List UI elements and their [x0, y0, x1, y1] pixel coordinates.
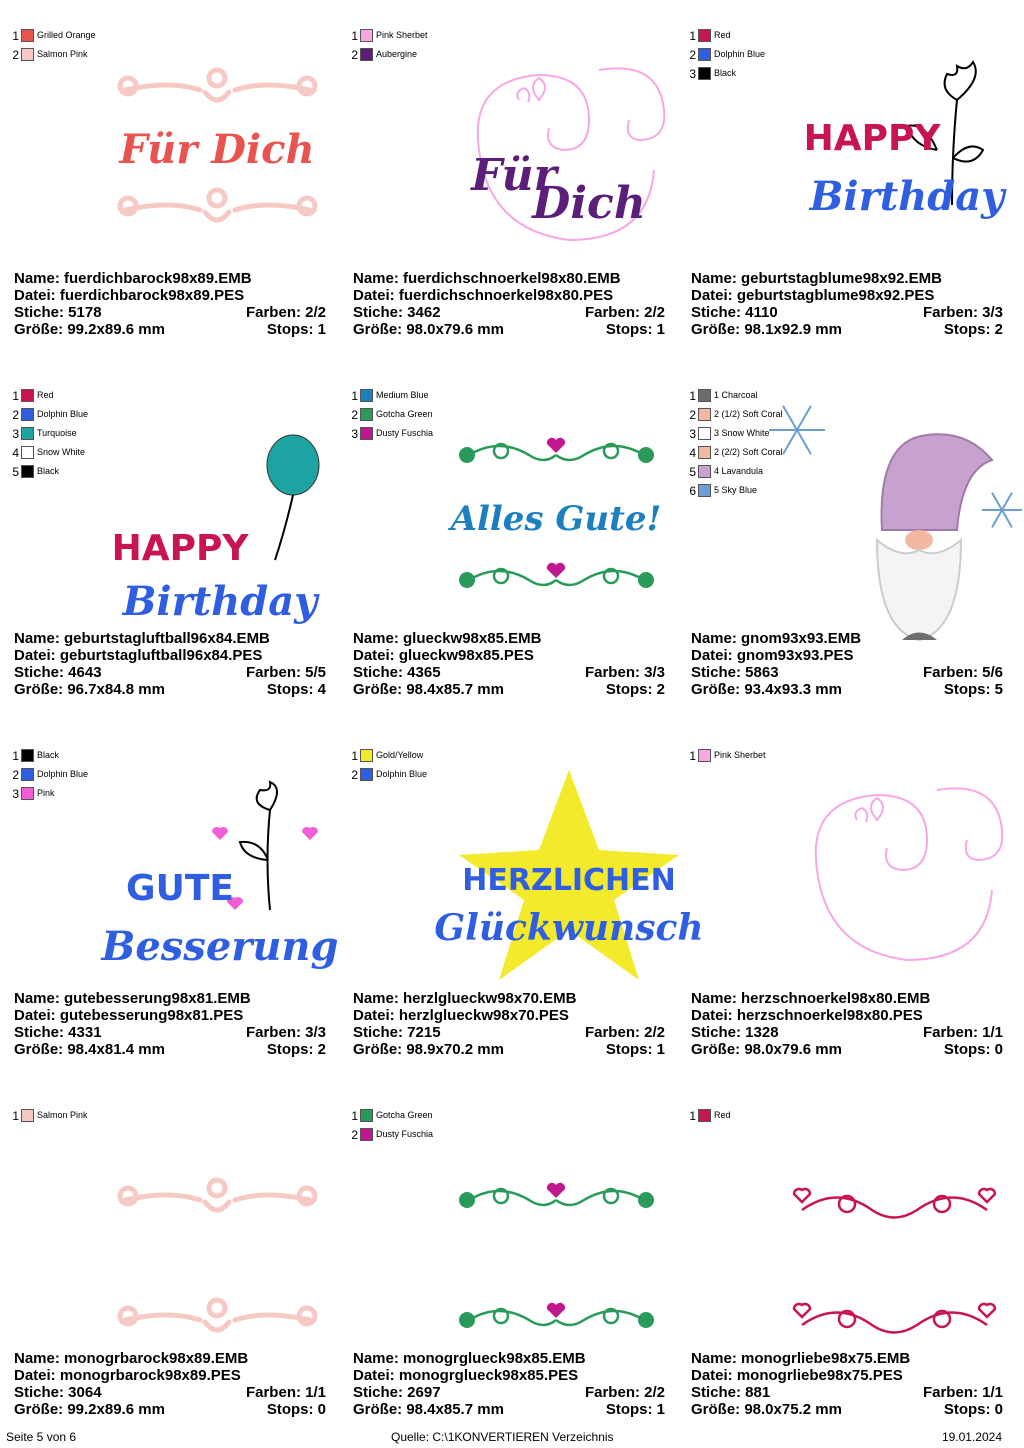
- art-subtitle: Dich: [532, 178, 646, 229]
- legend-item: [0, 405, 88, 424]
- legend-color-name: 2 (1/2) Soft Coral: [714, 409, 783, 419]
- legend-item: [677, 405, 783, 424]
- color-swatch: [698, 446, 711, 459]
- embroidery-artwork: [439, 400, 674, 620]
- design-size: Größe: 99.2x89.6 mm: [14, 321, 165, 338]
- embroidery-artwork: [777, 760, 1012, 980]
- legend-item: [0, 26, 96, 45]
- art-title: Für: [471, 150, 557, 201]
- design-size: Größe: 98.0x75.2 mm: [691, 1401, 842, 1418]
- color-legend: [677, 26, 765, 83]
- legend-color-name: Dolphin Blue: [37, 409, 89, 419]
- design-card: [0, 1080, 338, 1440]
- legend-color-name: Dusty Fuschia: [376, 1129, 434, 1139]
- legend-number: 1: [12, 1108, 19, 1123]
- legend-number: 2: [351, 767, 358, 782]
- design-name: Name: herzschnoerkel98x80.EMB: [691, 990, 931, 1007]
- stop-count: Stops: 5: [943, 681, 1003, 698]
- color-count: Farben: 2/2: [584, 1384, 665, 1401]
- design-size: Größe: 98.4x85.7 mm: [353, 1401, 504, 1418]
- legend-number: 2: [689, 407, 696, 422]
- art-title: HAPPY: [111, 528, 249, 569]
- stitch-count: Stiche: 3462: [353, 304, 441, 321]
- color-count: Farben: 2/2: [245, 304, 326, 321]
- color-swatch: [21, 465, 34, 478]
- design-file: Datei: gnom93x93.PES: [691, 647, 854, 664]
- art-subtitle: Glückwunsch: [434, 907, 704, 949]
- stop-count: Stops: 1: [605, 1041, 665, 1058]
- art-title: Alles Gute!: [450, 499, 662, 539]
- embroidery-preview: [100, 1120, 335, 1340]
- legend-color-name: Gotcha Green: [376, 409, 433, 419]
- legend-number: 1: [689, 748, 696, 763]
- vine-ornament: [459, 563, 654, 588]
- legend-item: [0, 462, 88, 481]
- color-swatch: [21, 446, 34, 459]
- legend-color-name: Salmon Pink: [37, 1110, 88, 1120]
- color-swatch: [21, 749, 34, 762]
- embroidery-artwork: [439, 1120, 674, 1340]
- design-card: [677, 0, 1015, 360]
- legend-item: [339, 765, 427, 784]
- legend-number: 1: [689, 388, 696, 403]
- legend-color-name: Salmon Pink: [37, 49, 88, 59]
- legend-item: [339, 26, 428, 45]
- color-swatch: [698, 67, 711, 80]
- legend-item: [339, 1125, 433, 1144]
- design-name: Name: glueckw98x85.EMB: [353, 630, 542, 647]
- design-card: [677, 720, 1015, 1080]
- art-title: GUTE: [126, 868, 234, 909]
- legend-color-name: 2 (2/2) Soft Coral: [714, 447, 783, 457]
- legend-item: [677, 26, 765, 45]
- art-subtitle: Birthday: [122, 578, 318, 625]
- design-name: Name: fuerdichschnoerkel98x80.EMB: [353, 270, 621, 287]
- embroidery-preview: [439, 40, 674, 260]
- legend-item: [677, 746, 766, 765]
- legend-number: 1: [351, 1108, 358, 1123]
- stitch-count: Stiche: 4110: [691, 304, 778, 321]
- art-subtitle: Birthday: [809, 173, 1005, 220]
- embroidery-artwork: [439, 40, 674, 260]
- color-swatch: [360, 29, 373, 42]
- legend-number: 1: [12, 748, 19, 763]
- legend-number: 6: [689, 483, 696, 498]
- legend-color-name: Red: [37, 390, 54, 400]
- color-legend: [0, 746, 88, 803]
- vine-ornament: [459, 1303, 654, 1328]
- legend-item: [0, 443, 88, 462]
- vine-ornament: [459, 438, 654, 463]
- design-file: Datei: fuerdichschnoerkel98x80.PES: [353, 287, 614, 304]
- design-info: [691, 1350, 1003, 1418]
- color-swatch: [21, 29, 34, 42]
- embroidery-preview: [777, 40, 1012, 260]
- embroidery-artwork: [777, 40, 1012, 260]
- design-name: Name: geburtstagluftball96x84.EMB: [14, 630, 270, 647]
- legend-number: 4: [12, 445, 19, 460]
- color-count: Farben: 1/1: [922, 1384, 1003, 1401]
- color-swatch: [698, 484, 711, 497]
- scroll-ornament: [120, 1300, 315, 1330]
- stitch-count: Stiche: 4331: [14, 1024, 102, 1041]
- stitch-count: Stiche: 881: [691, 1384, 771, 1401]
- design-card: [0, 0, 338, 360]
- legend-color-name: Medium Blue: [376, 390, 429, 400]
- scroll-ornament: [120, 1180, 315, 1210]
- stitch-count: Stiche: 5178: [14, 304, 102, 321]
- stitch-count: Stiche: 3064: [14, 1384, 102, 1401]
- art-title: Für Dich: [119, 126, 315, 173]
- legend-number: 4: [689, 445, 696, 460]
- legend-number: 1: [689, 28, 696, 43]
- legend-number: 2: [12, 767, 19, 782]
- gnome-drawing: [877, 434, 992, 640]
- embroidery-artwork: [777, 1120, 1012, 1340]
- color-count: Farben: 2/2: [584, 304, 665, 321]
- embroidery-artwork: [777, 400, 1012, 620]
- legend-color-name: Black: [37, 750, 60, 760]
- design-name: Name: herzlglueckw98x70.EMB: [353, 990, 577, 1007]
- legend-number: 2: [689, 47, 696, 62]
- scroll-ornament: [120, 190, 315, 220]
- legend-number: 3: [689, 426, 696, 441]
- art-title: HERZLICHEN: [462, 863, 676, 898]
- design-info: [353, 270, 665, 338]
- legend-item: [677, 386, 783, 405]
- legend-color-name: Pink Sherbet: [376, 30, 428, 40]
- stitch-count: Stiche: 1328: [691, 1024, 779, 1041]
- legend-color-name: Grilled Orange: [37, 30, 96, 40]
- art-title: HAPPY: [803, 118, 941, 159]
- stop-count: Stops: 2: [266, 1041, 326, 1058]
- page-number: Seite 5 von 6: [6, 1430, 77, 1444]
- design-card: [339, 1080, 677, 1440]
- color-swatch: [360, 48, 373, 61]
- color-swatch: [21, 768, 34, 781]
- color-legend: [0, 26, 96, 64]
- embroidery-preview: [439, 400, 674, 620]
- color-count: Farben: 5/6: [922, 664, 1003, 681]
- stitch-count: Stiche: 4643: [14, 664, 102, 681]
- color-swatch: [21, 408, 34, 421]
- legend-number: 1: [12, 28, 19, 43]
- design-card: [0, 360, 338, 720]
- color-swatch: [698, 389, 711, 402]
- legend-color-name: Aubergine: [376, 49, 418, 59]
- embroidery-artwork: [100, 1120, 335, 1340]
- legend-number: 2: [351, 407, 358, 422]
- legend-color-name: Dolphin Blue: [37, 769, 89, 779]
- stitch-count: Stiche: 2697: [353, 1384, 441, 1401]
- design-name: Name: gnom93x93.EMB: [691, 630, 862, 647]
- stop-count: Stops: 0: [266, 1401, 326, 1418]
- design-info: [14, 1350, 326, 1418]
- legend-color-name: Gold/Yellow: [376, 750, 424, 760]
- color-legend: [339, 746, 427, 784]
- stop-count: Stops: 0: [943, 1401, 1003, 1418]
- color-swatch: [21, 1109, 34, 1122]
- color-count: Farben: 3/3: [584, 664, 665, 681]
- color-legend: [339, 26, 428, 64]
- design-size: Größe: 98.0x79.6 mm: [353, 321, 504, 338]
- color-legend: [677, 386, 783, 500]
- legend-color-name: 3 Snow White: [714, 428, 770, 438]
- color-swatch: [698, 29, 711, 42]
- legend-item: [677, 64, 765, 83]
- design-name: Name: monogrliebe98x75.EMB: [691, 1350, 911, 1367]
- color-count: Farben: 1/1: [922, 1024, 1003, 1041]
- design-card: [339, 0, 677, 360]
- color-swatch: [360, 427, 373, 440]
- color-swatch: [698, 465, 711, 478]
- legend-number: 5: [12, 464, 19, 479]
- color-legend: [677, 1106, 731, 1125]
- legend-item: [0, 784, 88, 803]
- design-size: Größe: 98.1x92.9 mm: [691, 321, 842, 338]
- color-legend: [339, 1106, 433, 1144]
- legend-item: [677, 481, 783, 500]
- legend-number: 2: [351, 47, 358, 62]
- design-info: [353, 1350, 665, 1418]
- embroidery-preview: [777, 760, 1012, 980]
- design-file: Datei: gutebesserung98x81.PES: [14, 1007, 244, 1024]
- color-swatch: [360, 389, 373, 402]
- legend-number: 1: [689, 1108, 696, 1123]
- legend-color-name: Red: [714, 30, 731, 40]
- design-card: [677, 360, 1015, 720]
- stitch-count: Stiche: 4365: [353, 664, 441, 681]
- design-size: Größe: 99.2x89.6 mm: [14, 1401, 165, 1418]
- legend-color-name: 1 Charcoal: [714, 390, 758, 400]
- color-legend: [0, 386, 88, 481]
- color-swatch: [698, 1109, 711, 1122]
- legend-color-name: Dolphin Blue: [376, 769, 428, 779]
- color-count: Farben: 5/5: [245, 664, 326, 681]
- design-info: [691, 990, 1003, 1058]
- stop-count: Stops: 1: [605, 321, 665, 338]
- embroidery-artwork: [100, 760, 339, 980]
- balloon-drawing: [267, 435, 319, 560]
- design-size: Größe: 98.9x70.2 mm: [353, 1041, 504, 1058]
- legend-item: [677, 1106, 731, 1125]
- design-info: [14, 990, 326, 1058]
- stop-count: Stops: 1: [605, 1401, 665, 1418]
- legend-item: [0, 424, 88, 443]
- color-swatch: [360, 768, 373, 781]
- legend-number: 2: [12, 407, 19, 422]
- print-date: 19.01.2024: [941, 1430, 1002, 1444]
- legend-item: [339, 424, 433, 443]
- design-file: Datei: geburtstagluftball96x84.PES: [14, 647, 263, 664]
- color-swatch: [698, 48, 711, 61]
- swirl-ornament: [816, 788, 1003, 960]
- legend-color-name: Black: [37, 466, 60, 476]
- legend-number: 5: [689, 464, 696, 479]
- legend-item: [339, 746, 427, 765]
- design-name: Name: monogrbarock98x89.EMB: [14, 1350, 249, 1367]
- design-size: Größe: 98.4x85.7 mm: [353, 681, 504, 698]
- design-name: Name: monogrglueck98x85.EMB: [353, 1350, 586, 1367]
- design-size: Größe: 93.4x93.3 mm: [691, 681, 842, 698]
- embroidery-artwork: [434, 760, 704, 980]
- legend-number: 3: [12, 426, 19, 441]
- legend-item: [677, 462, 783, 481]
- color-swatch: [21, 787, 34, 800]
- color-count: Farben: 3/3: [922, 304, 1003, 321]
- legend-color-name: Dusty Fuschia: [376, 428, 434, 438]
- stitch-count: Stiche: 5863: [691, 664, 779, 681]
- vine-ornament: [459, 1183, 654, 1208]
- color-count: Farben: 1/1: [245, 1384, 326, 1401]
- legend-color-name: Pink Sherbet: [714, 750, 766, 760]
- legend-number: 1: [351, 388, 358, 403]
- design-file: Datei: monogrbarock98x89.PES: [14, 1367, 241, 1384]
- legend-item: [0, 746, 88, 765]
- color-swatch: [698, 427, 711, 440]
- color-swatch: [360, 749, 373, 762]
- legend-number: 1: [351, 28, 358, 43]
- design-file: Datei: fuerdichbarock98x89.PES: [14, 287, 245, 304]
- legend-item: [0, 386, 88, 405]
- color-swatch: [360, 1109, 373, 1122]
- design-card: [339, 720, 704, 1080]
- legend-number: 3: [689, 66, 696, 81]
- embroidery-artwork: [100, 40, 335, 260]
- color-count: Farben: 2/2: [584, 1024, 665, 1041]
- embroidery-preview: [777, 400, 1012, 620]
- design-name: Name: gutebesserung98x81.EMB: [14, 990, 251, 1007]
- legend-number: 1: [351, 748, 358, 763]
- design-size: Größe: 98.4x81.4 mm: [14, 1041, 165, 1058]
- legend-item: [677, 45, 765, 64]
- design-card: [677, 1080, 1015, 1440]
- legend-color-name: Dolphin Blue: [714, 49, 766, 59]
- legend-color-name: Snow White: [37, 447, 86, 457]
- design-card: [339, 360, 677, 720]
- legend-item: [339, 386, 433, 405]
- design-card: [0, 720, 338, 1080]
- color-swatch: [21, 427, 34, 440]
- design-name: Name: geburtstagblume98x92.EMB: [691, 270, 942, 287]
- stop-count: Stops: 2: [943, 321, 1003, 338]
- embroidery-preview: [100, 400, 335, 625]
- legend-item: [0, 45, 96, 64]
- legend-number: 2: [351, 1127, 358, 1142]
- embroidery-preview: [434, 760, 704, 980]
- color-swatch: [360, 408, 373, 421]
- design-file: Datei: geburtstagblume98x92.PES: [691, 287, 935, 304]
- design-info: [691, 270, 1003, 338]
- legend-color-name: Black: [714, 68, 737, 78]
- scroll-ornament: [120, 70, 315, 100]
- heart-swirl-ornament: [794, 1189, 995, 1333]
- page-footer: [0, 1428, 1024, 1446]
- embroidery-preview: [100, 760, 339, 980]
- legend-color-name: Pink: [37, 788, 55, 798]
- design-name: Name: fuerdichbarock98x89.EMB: [14, 270, 252, 287]
- design-file: Datei: herzlglueckw98x70.PES: [353, 1007, 569, 1024]
- color-swatch: [698, 749, 711, 762]
- legend-item: [0, 1106, 88, 1125]
- design-size: Größe: 96.7x84.8 mm: [14, 681, 165, 698]
- legend-item: [677, 424, 783, 443]
- source-path: Quelle: C:\1KONVERTIEREN Verzeichnis: [391, 1430, 614, 1444]
- embroidery-preview: [439, 1120, 674, 1340]
- legend-color-name: Turquoise: [37, 428, 77, 438]
- embroidery-preview: [777, 1120, 1012, 1340]
- design-size: Größe: 98.0x79.6 mm: [691, 1041, 842, 1058]
- color-swatch: [21, 389, 34, 402]
- stop-count: Stops: 4: [266, 681, 326, 698]
- legend-color-name: Red: [714, 1110, 731, 1120]
- stitch-count: Stiche: 7215: [353, 1024, 441, 1041]
- design-info: [14, 630, 326, 698]
- legend-color-name: 4 Lavandula: [714, 466, 764, 476]
- legend-number: 1: [12, 388, 19, 403]
- legend-color-name: Gotcha Green: [376, 1110, 433, 1120]
- embroidery-preview: [100, 40, 335, 260]
- legend-item: [0, 765, 88, 784]
- stop-count: Stops: 1: [266, 321, 326, 338]
- design-info: [691, 630, 1003, 698]
- legend-item: [339, 1106, 433, 1125]
- color-swatch: [21, 48, 34, 61]
- design-file: Datei: herzschnoerkel98x80.PES: [691, 1007, 923, 1024]
- design-info: [14, 270, 326, 338]
- color-swatch: [360, 1128, 373, 1141]
- art-subtitle: Besserung: [101, 923, 339, 970]
- design-file: Datei: monogrliebe98x75.PES: [691, 1367, 903, 1384]
- color-legend: [0, 1106, 88, 1125]
- legend-number: 3: [12, 786, 19, 801]
- legend-item: [339, 45, 428, 64]
- legend-number: 2: [12, 47, 19, 62]
- design-file: Datei: monogrglueck98x85.PES: [353, 1367, 579, 1384]
- legend-number: 3: [351, 426, 358, 441]
- legend-item: [339, 405, 433, 424]
- embroidery-artwork: [100, 400, 335, 625]
- design-info: [353, 990, 665, 1058]
- color-count: Farben: 3/3: [245, 1024, 326, 1041]
- stop-count: Stops: 0: [943, 1041, 1003, 1058]
- design-file: Datei: glueckw98x85.PES: [353, 647, 534, 664]
- legend-item: [677, 443, 783, 462]
- flower-drawing: [240, 782, 277, 910]
- color-swatch: [698, 408, 711, 421]
- design-info: [353, 630, 665, 698]
- color-legend: [339, 386, 433, 443]
- stop-count: Stops: 2: [605, 681, 665, 698]
- legend-color-name: 5 Sky Blue: [714, 485, 758, 495]
- color-legend: [677, 746, 766, 765]
